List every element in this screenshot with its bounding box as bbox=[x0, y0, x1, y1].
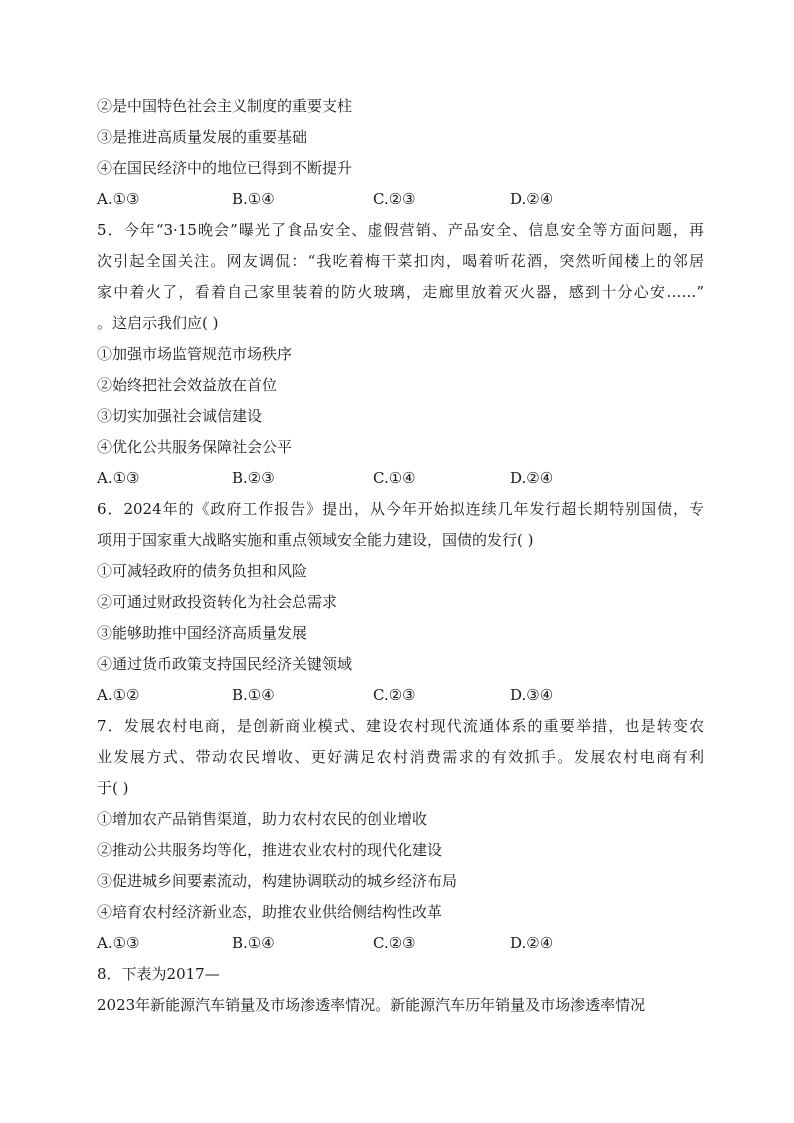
q6-choice-b[interactable]: B.①④ bbox=[232, 686, 275, 704]
q6-stem-line-1: 6．2024年的《政府工作报告》提出，从今年开始拟连续几年发行超长期特别国债，专 bbox=[97, 500, 704, 518]
q5-stem-line-3: 家中着火了，看着自己家里装着的防火玻璃，走廊里放着灭火器，感到十分心安……” bbox=[97, 283, 704, 301]
q5-choice-a[interactable]: A.①③ bbox=[97, 469, 140, 487]
q7-option-2: ②推动公共服务均等化，推进农业农村的现代化建设 bbox=[97, 841, 443, 859]
q4-option-4: ④在国民经济中的地位已得到不断提升 bbox=[97, 159, 353, 177]
q7-stem-line-1: 7．发展农村电商，是创新商业模式、建设农村现代流通体系的重要举措，也是转变农 bbox=[97, 717, 704, 735]
q5-stem-line-1: 5．今年“3·15晚会”曝光了食品安全、虚假营销、产品安全、信息安全等方面问题，再 bbox=[97, 221, 704, 239]
q6-stem-line-2: 项用于国家重大战略实施和重点领域安全能力建设，国债的发行( ) bbox=[97, 531, 534, 549]
q5-option-3: ③切实加强社会诚信建设 bbox=[97, 407, 263, 425]
q6-choices bbox=[97, 685, 697, 705]
q7-choices bbox=[97, 933, 697, 953]
q4-choice-c[interactable]: C.②③ bbox=[373, 190, 416, 208]
q6-choice-c[interactable]: C.②③ bbox=[373, 686, 416, 704]
q4-choice-b[interactable]: B.①④ bbox=[232, 190, 275, 208]
q7-choice-a[interactable]: A.①③ bbox=[97, 934, 140, 952]
q7-choice-b[interactable]: B.①④ bbox=[232, 934, 275, 952]
q6-choice-a[interactable]: A.①② bbox=[97, 686, 140, 704]
q7-option-4: ④培育农村经济新业态，助推农业供给侧结构性改革 bbox=[97, 903, 443, 921]
q6-option-1: ①可减轻政府的债务负担和风险 bbox=[97, 562, 308, 580]
q7-choice-d[interactable]: D.②④ bbox=[510, 934, 554, 952]
q4-option-2: ②是中国特色社会主义制度的重要支柱 bbox=[97, 97, 353, 115]
q6-choice-d[interactable]: D.③④ bbox=[510, 686, 554, 704]
q8-stem-line-2: 2023年新能源汽车销量及市场渗透率情况。新能源汽车历年销量及市场渗透率情况 bbox=[97, 996, 646, 1014]
q5-choices bbox=[97, 468, 697, 488]
q5-option-1: ①加强市场监管规范市场秩序 bbox=[97, 345, 293, 363]
q5-stem-line-4: 。这启示我们应( ) bbox=[97, 314, 219, 332]
q5-option-2: ②始终把社会效益放在首位 bbox=[97, 376, 278, 394]
q7-option-3: ③促进城乡间要素流动，构建协调联动的城乡经济布局 bbox=[97, 872, 458, 890]
q6-option-2: ②可通过财政投资转化为社会总需求 bbox=[97, 593, 338, 611]
q5-stem-line-2: 次引起全国关注。网友调侃：“我吃着梅干菜扣肉，喝着听花酒，突然听闻楼上的邻居 bbox=[97, 252, 704, 270]
q7-option-1: ①增加农产品销售渠道，助力农村农民的创业增收 bbox=[97, 810, 428, 828]
q4-choices bbox=[97, 189, 697, 209]
q7-stem-line-3: 于( ) bbox=[97, 779, 129, 797]
q7-stem-line-2: 业发展方式、带动农民增收、更好满足农村消费需求的有效抓手。发展农村电商有利 bbox=[97, 748, 704, 766]
q5-choice-c[interactable]: C.①④ bbox=[373, 469, 416, 487]
q5-choice-b[interactable]: B.②③ bbox=[232, 469, 275, 487]
q6-option-3: ③能够助推中国经济高质量发展 bbox=[97, 624, 308, 642]
q5-choice-d[interactable]: D.②④ bbox=[510, 469, 554, 487]
q8-stem-line-1: 8．下表为2017— bbox=[97, 965, 220, 983]
q4-option-3: ③是推进高质量发展的重要基础 bbox=[97, 128, 308, 146]
q4-choice-d[interactable]: D.②④ bbox=[510, 190, 554, 208]
q7-choice-c[interactable]: C.②③ bbox=[373, 934, 416, 952]
q5-option-4: ④优化公共服务保障社会公平 bbox=[97, 438, 293, 456]
q6-option-4: ④通过货币政策支持国民经济关键领域 bbox=[97, 655, 353, 673]
q4-choice-a[interactable]: A.①③ bbox=[97, 190, 140, 208]
